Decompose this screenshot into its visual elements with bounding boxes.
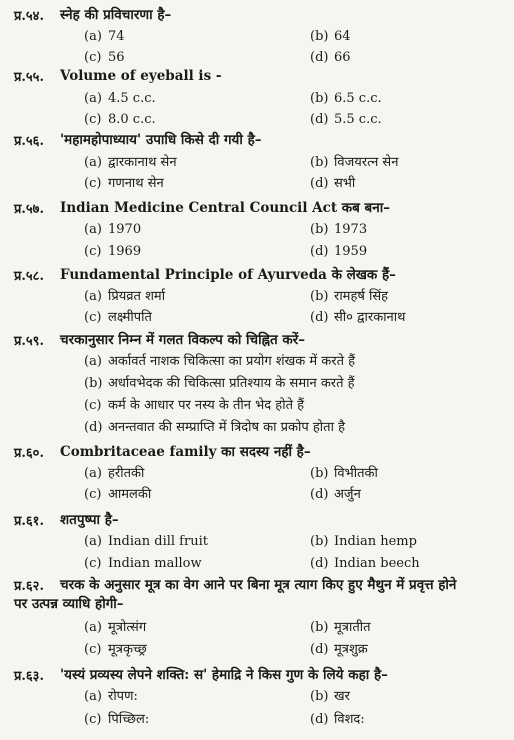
option-d[interactable]: (d) अनन्तवात की सम्प्राप्ति में त्रिदोष का प्रकोप होता है — [84, 420, 345, 435]
option-d[interactable]: (d) विशद: — [310, 712, 365, 727]
option-a[interactable]: (a) 1970 — [84, 222, 142, 237]
option-a[interactable]: (a) द्वारकानाथ सेन — [84, 155, 177, 170]
option-a[interactable]: (a) Indian dill fruit — [84, 534, 208, 549]
question-number: प्र.५९. — [14, 334, 44, 349]
question-text: 'महामहोपाध्याय' उपाधि किसे दी गयी है– — [60, 132, 262, 148]
question-number: प्र.५४. — [14, 9, 44, 24]
option-c[interactable]: (c) मूत्रकृच्छ्र — [84, 642, 147, 657]
option-c[interactable]: (c) 56 — [84, 50, 125, 65]
option-b[interactable]: (b) Indian hemp — [310, 534, 417, 549]
question-text: स्नेह की प्रविचारणा है– — [60, 7, 172, 23]
option-a[interactable]: (a) अर्कावर्त नाशक चिकित्सा का प्रयोग शंखक में करते हैं — [84, 354, 356, 369]
question-text-line-2: पर उत्पन्न व्याधि होगी– — [14, 596, 124, 612]
option-d[interactable]: (d) 66 — [310, 50, 351, 65]
option-b[interactable]: (b) विजयरत्न सेन — [310, 155, 399, 170]
option-d[interactable]: (d) 5.5 c.c. — [310, 112, 382, 127]
question-text: चरकानुसार निम्न में गलत विकल्प को चिह्नित करें– — [60, 332, 306, 348]
question-number: प्र.६३. — [14, 669, 44, 684]
option-d[interactable]: (d) मूत्रशुक्र — [310, 642, 368, 657]
option-c[interactable]: (c) कर्म के आधार पर नस्य के तीन भेद होते हैं — [84, 398, 305, 413]
option-d[interactable]: (d) सभी — [310, 176, 356, 191]
option-b[interactable]: (b) मूत्रातीत — [310, 620, 371, 635]
option-a[interactable]: (a) रोपण: — [84, 689, 138, 704]
option-d[interactable]: (d) 1959 — [310, 244, 368, 259]
option-d[interactable]: (d) सी० द्वारकानाथ — [310, 310, 406, 325]
option-b[interactable]: (b) खर — [310, 689, 350, 704]
option-c[interactable]: (c) 8.0 c.c. — [84, 112, 156, 127]
option-c[interactable]: (c) लक्ष्मीपति — [84, 310, 152, 325]
question-number: प्र.६१. — [14, 514, 44, 529]
option-c[interactable]: (c) Indian mallow — [84, 556, 202, 571]
option-c[interactable]: (c) आमलकी — [84, 487, 152, 502]
question-text: Combritaceae family का सदस्य नहीं है– — [60, 444, 311, 460]
question-number: प्र.५८. — [14, 269, 44, 284]
option-a[interactable]: (a) मूत्रोत्संग — [84, 620, 147, 635]
question-text: Indian Medicine Central Council Act कब बना– — [60, 200, 390, 216]
option-b[interactable]: (b) रामहर्ष सिंह — [310, 289, 389, 304]
option-b[interactable]: (b) अर्धावभेदक की चिकित्सा प्रतिश्याय के समान करते हैं — [84, 376, 355, 391]
option-d[interactable]: (d) Indian beech — [310, 556, 420, 571]
question-number: प्र.५७. — [14, 202, 44, 217]
option-a[interactable]: (a) 74 — [84, 29, 125, 44]
option-c[interactable]: (c) 1969 — [84, 244, 142, 259]
option-c[interactable]: (c) पिच्छिल: — [84, 712, 150, 727]
question-text: शतपुष्पा है– — [60, 512, 119, 528]
option-b[interactable]: (b) 6.5 c.c. — [310, 91, 382, 106]
option-b[interactable]: (b) 1973 — [310, 222, 368, 237]
question-number: प्र.६०. — [14, 446, 44, 461]
question-text: Volume of eyeball is - — [60, 68, 222, 84]
option-c[interactable]: (c) गणनाथ सेन — [84, 176, 164, 191]
option-a[interactable]: (a) 4.5 c.c. — [84, 91, 156, 106]
question-text: 'यस्यं प्रव्यस्य लेपने शक्ति: स' हेमाद्रि ने किस गुण के लिये कहा है– — [60, 667, 388, 683]
option-b[interactable]: (b) 64 — [310, 29, 351, 44]
question-text: Fundamental Principle of Ayurveda के लेखक हैं– — [60, 267, 396, 283]
question-number: प्र.५६. — [14, 134, 44, 149]
question-number: प्र.५५. — [14, 70, 44, 85]
question-number: प्र.६२. — [14, 579, 44, 594]
option-a[interactable]: (a) प्रियव्रत शर्मा — [84, 289, 166, 304]
option-a[interactable]: (a) हरीतकी — [84, 466, 145, 481]
option-d[interactable]: (d) अर्जुन — [310, 487, 361, 502]
option-b[interactable]: (b) विभीतकी — [310, 466, 378, 481]
question-text-line-1: चरक के अनुसार मूत्र का वेग आने पर बिना मूत्र त्याग किए हुए मैथुन में प्रवृत्त होने — [60, 577, 457, 593]
